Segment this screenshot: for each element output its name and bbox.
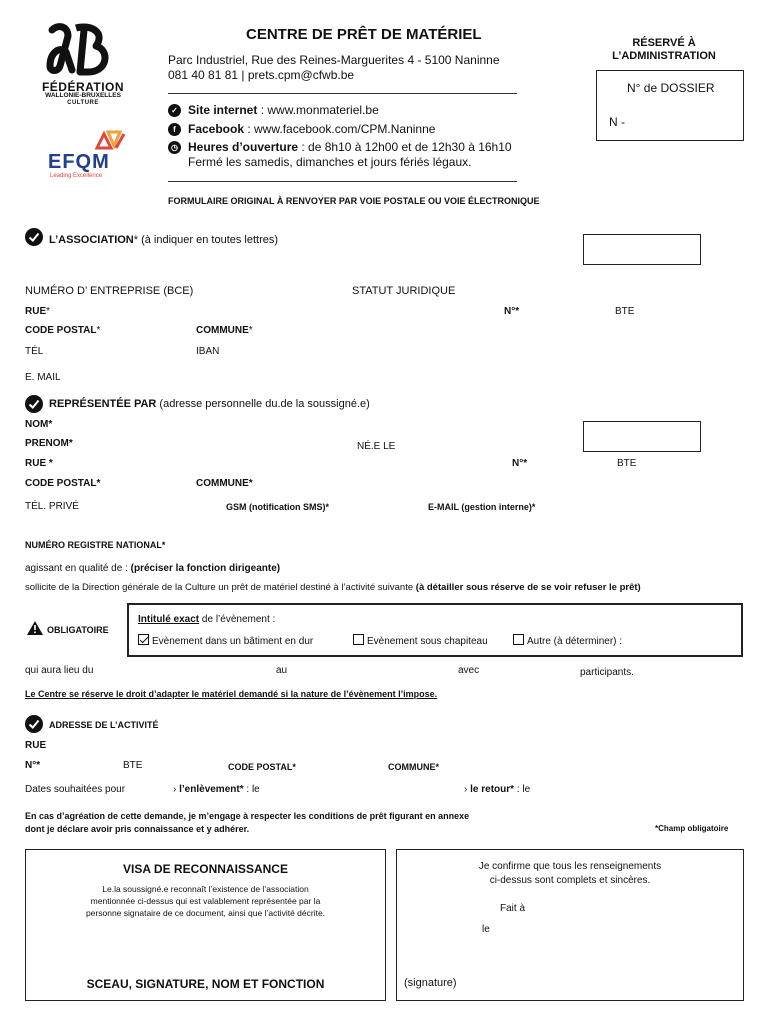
rep-ne-le-label: NÉ.E LE bbox=[357, 441, 396, 452]
rep-prenom-label: PRENOM* bbox=[25, 438, 73, 449]
website-label: Site internet bbox=[188, 103, 258, 117]
confirm-line2: ci-dessus sont complets et sincères. bbox=[489, 875, 651, 886]
option-batiment[interactable] bbox=[138, 634, 313, 647]
facebook-icon: f bbox=[168, 123, 181, 136]
engagement-line1: En cas d’agréation de cette demande, je m’engage à respecter les conditions de prêt figurant en annexe bbox=[25, 811, 470, 821]
assoc-commune-label: COMMUNE* bbox=[196, 325, 253, 336]
closed-days: Fermé les samedis, dimanches et jours fériés légaux. bbox=[188, 155, 472, 169]
option-autre-label: Autre (à déterminer) : bbox=[527, 636, 623, 647]
visa-title: VISA DE RECONNAISSANCE bbox=[123, 862, 288, 876]
rep-email-label: E-MAIL (gestion interne)* bbox=[428, 502, 536, 512]
option-batiment-label: Evènement dans un bâtiment en dur bbox=[152, 636, 314, 647]
intitule-bold: Intitulé exact bbox=[138, 614, 200, 625]
act-num-label: N°* bbox=[25, 760, 41, 771]
assoc-num-label: N°* bbox=[504, 306, 520, 317]
dossier-n: N - bbox=[609, 115, 625, 129]
logo-line3: CULTURE bbox=[67, 100, 99, 106]
admin-title-2: L’ADMINISTRATION bbox=[612, 50, 716, 62]
checkbox-batiment[interactable] bbox=[138, 634, 149, 645]
rep-cp-label: CODE POSTAL* bbox=[25, 478, 101, 489]
checkbox-autre[interactable] bbox=[513, 634, 524, 645]
assoc-email-label: E. MAIL bbox=[25, 372, 61, 383]
rep-gsm-label: GSM (notification SMS)* bbox=[226, 502, 329, 512]
representee-admin-box[interactable] bbox=[583, 421, 701, 452]
sollicite-line bbox=[25, 582, 641, 593]
hours-label: Heures d’ouverture bbox=[188, 140, 299, 154]
association-admin-box[interactable] bbox=[583, 234, 701, 265]
checkbox-chapiteau[interactable] bbox=[353, 634, 364, 645]
form-note: FORMULAIRE ORIGINAL À RENVOYER PAR VOIE POSTALE OU VOIE ÉLECTRONIQUE bbox=[168, 196, 540, 206]
representee-heading-suffix: (adresse personnelle du.de la soussigné.e) bbox=[156, 398, 370, 410]
representee-heading bbox=[49, 398, 370, 410]
association-heading bbox=[49, 234, 278, 246]
sollicite-text: sollicite de la Direction générale de la Culture un prêt de matériel destiné à l’activité suivante bbox=[25, 582, 416, 593]
sollicite-bold: (à détailler sous réserve de se voir refuser le prêt) bbox=[415, 582, 641, 593]
qualite-bold: (préciser la fonction dirigeante) bbox=[130, 563, 281, 574]
logo-line2: WALLONIE-BRUXELLES bbox=[45, 92, 121, 99]
visa-footer: SCEAU, SIGNATURE, NOM ET FONCTION bbox=[86, 977, 325, 991]
efqm-logo-icon bbox=[94, 128, 128, 152]
fwb-logo-mark-icon bbox=[46, 22, 116, 82]
logo-line1: FÉDÉRATION bbox=[41, 80, 125, 94]
header-divider-2 bbox=[168, 181, 517, 182]
clock-icon: ◷ bbox=[168, 141, 181, 154]
website-value[interactable]: : www.monmateriel.be bbox=[257, 103, 379, 117]
check-icon-association bbox=[25, 228, 43, 246]
rep-tel-label: TÉL. PRIVÉ bbox=[25, 501, 79, 512]
dates-label: Dates souhaitées pour bbox=[25, 784, 126, 795]
rep-bte-label: BTE bbox=[617, 458, 637, 469]
option-chapiteau[interactable] bbox=[353, 634, 488, 647]
visa-text3: personne signataire de ce document, ainsi que l’activité décrite. bbox=[85, 908, 326, 918]
statut-label: STATUT JURIDIQUE bbox=[352, 285, 456, 297]
act-bte-label: BTE bbox=[123, 760, 143, 771]
retour-line: › le retour* : le bbox=[464, 784, 531, 795]
rep-num-label: N°* bbox=[512, 458, 528, 469]
obligatoire-label: OBLIGATOIRE bbox=[47, 625, 109, 635]
assoc-bte-label: BTE bbox=[615, 306, 635, 317]
facebook-label: Facebook bbox=[188, 122, 245, 136]
intitule-line[interactable] bbox=[138, 614, 275, 625]
visa-text1: Le.la soussigné.e reconnaît l’existence de l’association bbox=[102, 884, 309, 894]
warning-icon bbox=[27, 621, 43, 635]
intitule-rest: de l’évènement : bbox=[199, 614, 276, 625]
facebook-line bbox=[188, 122, 435, 136]
confirm-fait: Fait à bbox=[500, 903, 526, 914]
enlevement-line: › l’enlèvement* : le bbox=[173, 784, 260, 795]
check-icon-activite bbox=[25, 715, 43, 733]
lieu-qui: qui aura lieu du bbox=[25, 665, 94, 676]
assoc-iban-label: IBAN bbox=[196, 346, 220, 357]
header-divider-1 bbox=[168, 93, 517, 94]
act-commune-label: COMMUNE* bbox=[388, 762, 439, 772]
visa-text2: mentionnée ci-dessus qui est valablement représentée par la bbox=[90, 896, 321, 906]
admin-title-1: RÉSERVÉ À bbox=[632, 37, 696, 49]
assoc-tel-label: TÉL bbox=[25, 346, 44, 357]
confirm-le: le bbox=[482, 924, 490, 935]
contact-line: 081 40 81 81 | prets.cpm@cfwb.be bbox=[168, 68, 355, 82]
lieu-participants: participants. bbox=[580, 667, 634, 678]
champ-obligatoire: *Champ obligatoire bbox=[655, 824, 729, 833]
efqm-sub: Leading Excellence bbox=[50, 173, 103, 179]
assoc-rue-label: RUE* bbox=[25, 306, 51, 317]
representee-heading-label: REPRÉSENTÉE PAR bbox=[49, 398, 157, 410]
address: Parc Industriel, Rue des Reines-Marguerites 4 - 5100 Naninne bbox=[168, 53, 500, 67]
rep-registre-label: NUMÉRO REGISTRE NATIONAL* bbox=[25, 540, 166, 550]
globe-icon: ✓ bbox=[168, 104, 181, 117]
option-chapiteau-label: Evènement sous chapiteau bbox=[367, 636, 488, 647]
obligatoire-box bbox=[127, 603, 743, 657]
act-rue-label: RUE bbox=[25, 740, 47, 751]
qualite-line bbox=[25, 563, 280, 574]
engagement-line2: dont je déclare avoir pris connaissance et y adhérer. bbox=[25, 824, 250, 834]
check-icon-representee bbox=[25, 395, 43, 413]
hours-value: : de 8h10 à 12h00 et de 12h30 à 16h10 bbox=[298, 140, 512, 154]
lieu-reserve: Le Centre se réserve le droit d’adapter le matériel demandé si la nature de l’évènement l’impose. bbox=[25, 689, 438, 699]
facebook-value[interactable]: : www.facebook.com/CPM.Naninne bbox=[244, 122, 436, 136]
confirm-signature: (signature) bbox=[404, 977, 457, 989]
lieu-avec: avec bbox=[458, 665, 480, 676]
rep-commune-label: COMMUNE* bbox=[196, 478, 253, 489]
act-cp-label: CODE POSTAL* bbox=[228, 762, 296, 772]
association-heading-suffix: * (à indiquer en toutes lettres) bbox=[133, 234, 279, 246]
rep-nom-label: NOM* bbox=[25, 419, 53, 430]
activite-heading: ADRESSE DE L’ACTIVITÉ bbox=[49, 720, 159, 730]
website-line bbox=[188, 103, 379, 117]
option-autre[interactable] bbox=[513, 634, 622, 647]
page-title: CENTRE DE PRÊT DE MATÉRIEL bbox=[246, 26, 482, 43]
hours-line bbox=[188, 140, 512, 154]
fwb-logo bbox=[46, 22, 116, 82]
dossier-label: N° de DOSSIER bbox=[627, 81, 715, 95]
efqm-text: EFQM bbox=[48, 151, 110, 173]
rep-rue-label: RUE * bbox=[25, 458, 53, 469]
bce-label: NUMÉRO D’ ENTREPRISE (BCE) bbox=[25, 285, 194, 297]
association-heading-label: L’ASSOCIATION bbox=[49, 234, 134, 246]
confirm-line1: Je confirme que tous les renseignements bbox=[478, 861, 662, 872]
lieu-au: au bbox=[276, 665, 288, 676]
assoc-cp-label: CODE POSTAL* bbox=[25, 325, 101, 336]
qualite-prefix: agissant en qualité de : bbox=[25, 563, 131, 574]
